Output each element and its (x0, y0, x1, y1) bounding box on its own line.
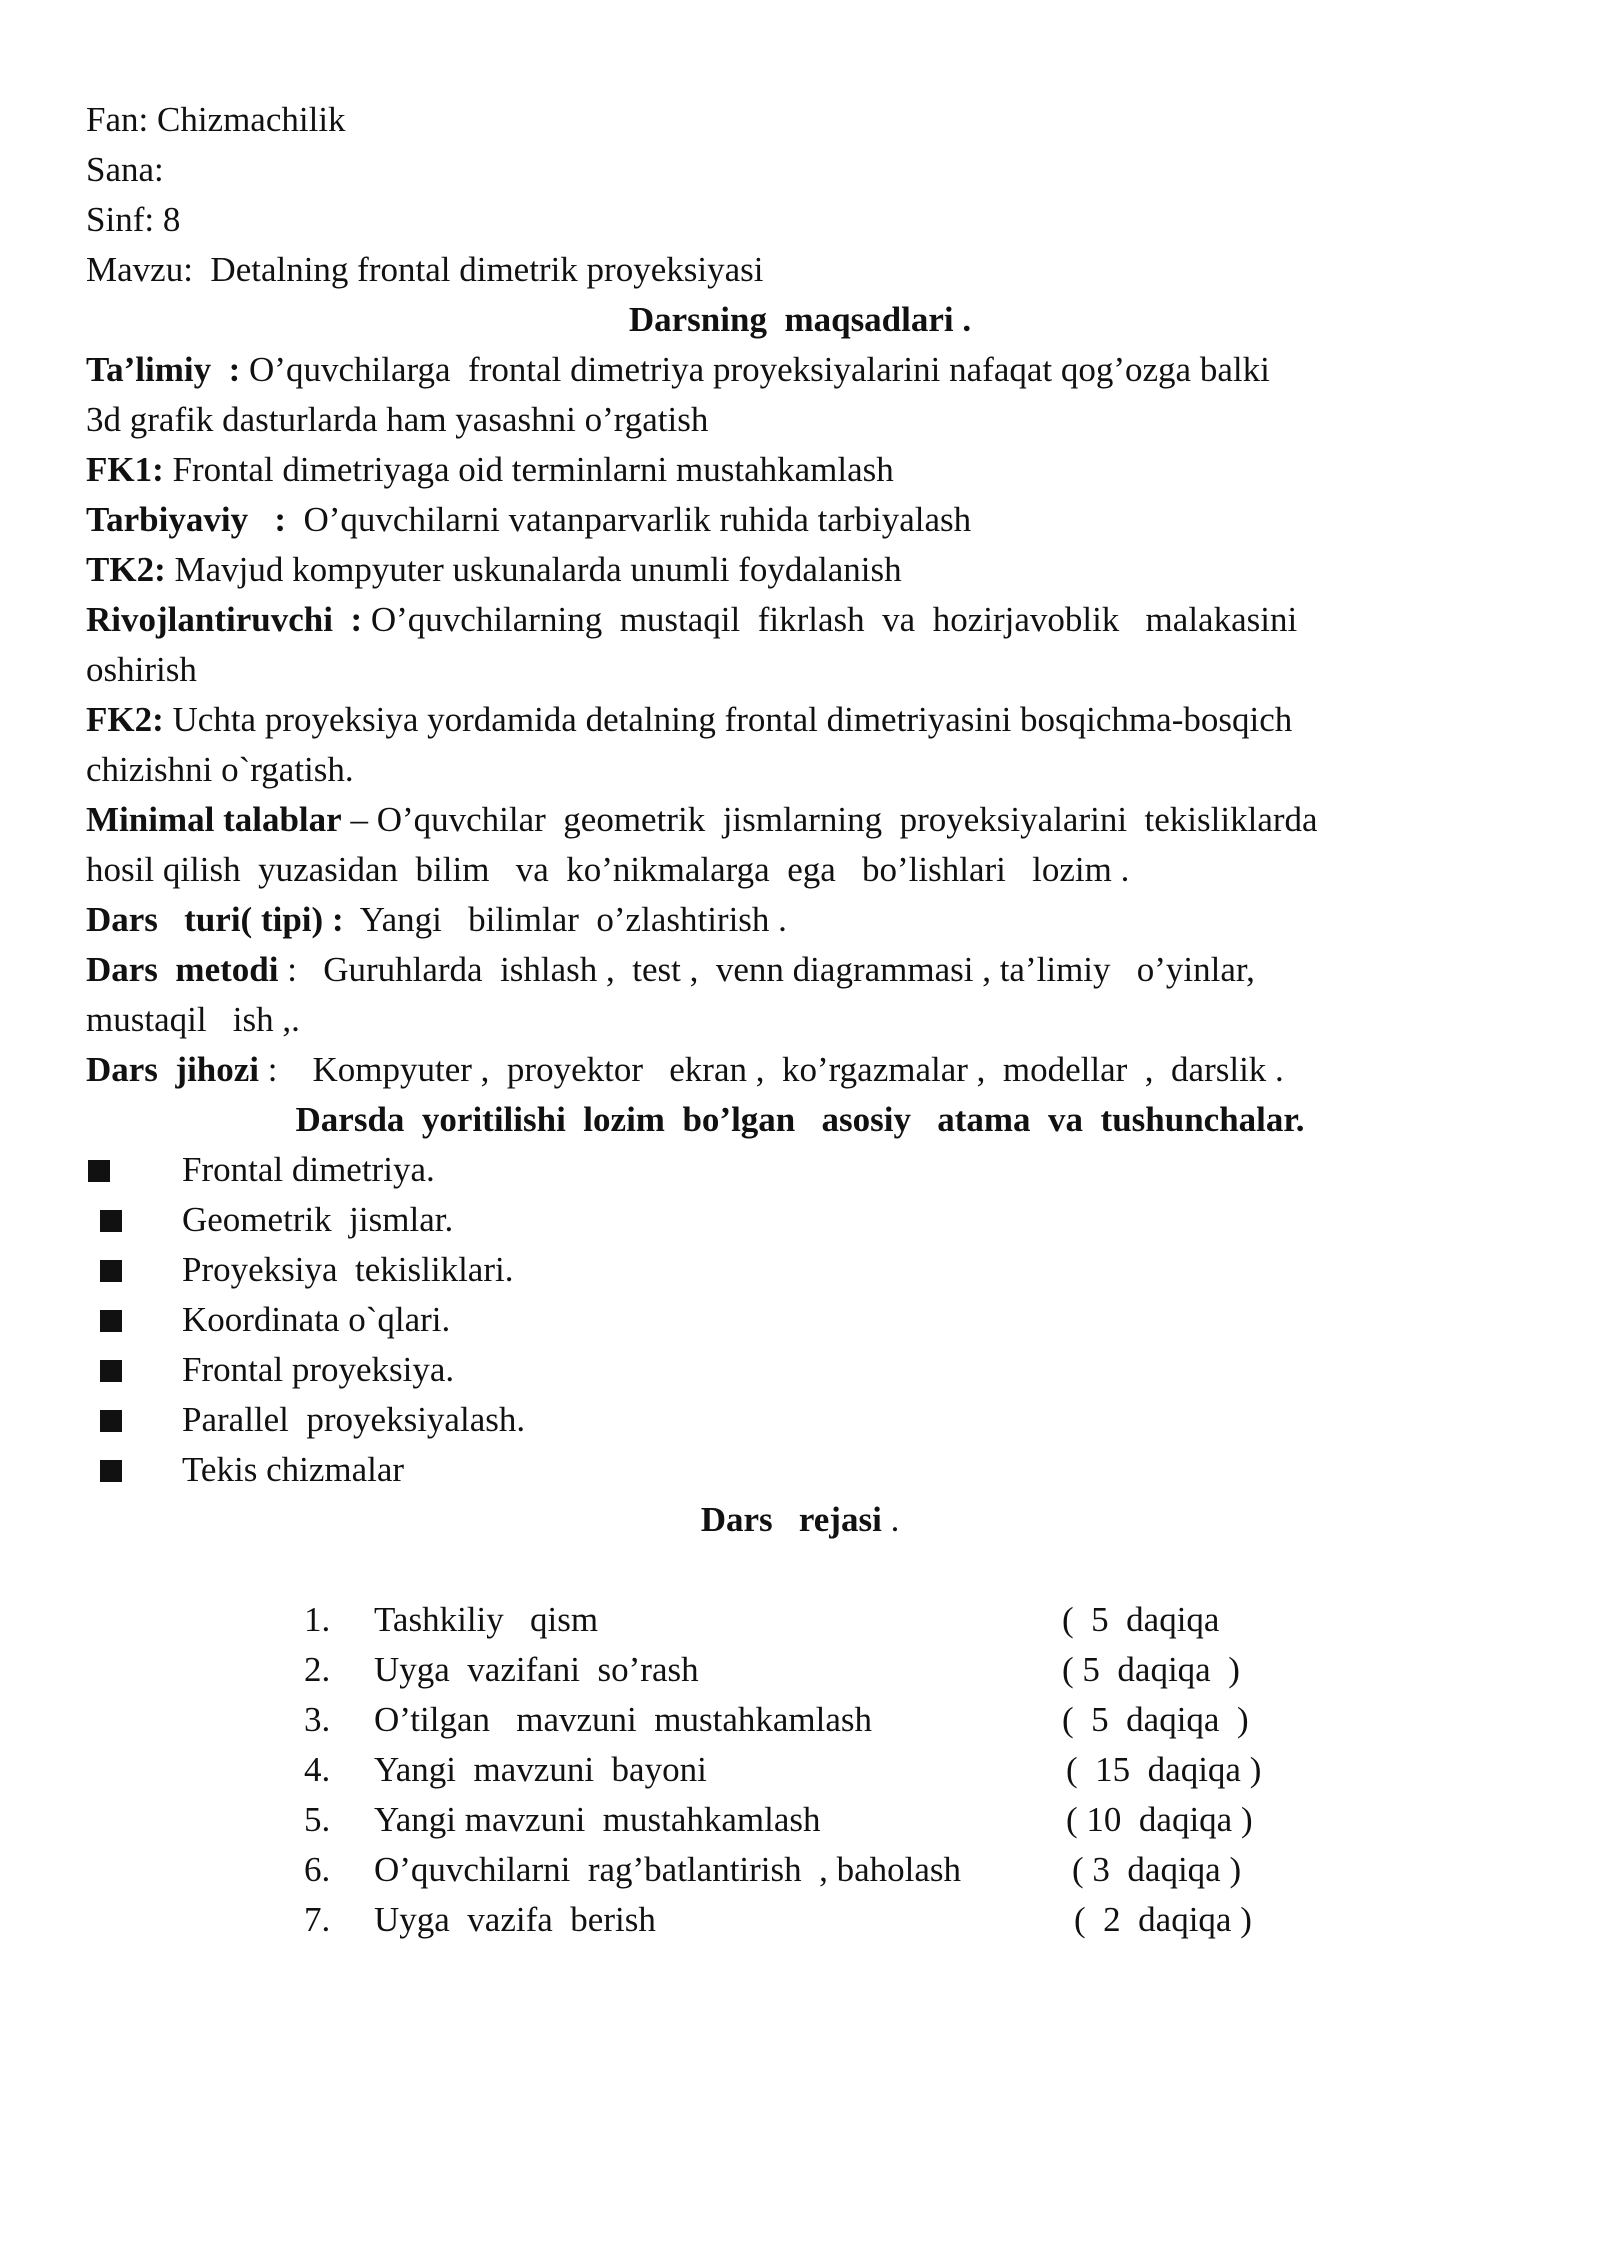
list-item: Parallel proyeksiyalash. (182, 1400, 526, 1439)
lesson-method-cont: mustaqil ish ,. (86, 1000, 300, 1039)
list-item: Koordinata o`qlari. (182, 1300, 451, 1339)
plan-item-number: 6. (304, 1850, 331, 1889)
list-item: Geometrik jismlar. (182, 1200, 454, 1239)
plan-item-text: Tashkiliy qism (374, 1600, 599, 1639)
lesson-equipment-text: : Kompyuter , proyektor ekran , ko’rgazmalar , modellar , darslik . (259, 1050, 1284, 1089)
square-bullet-icon (100, 1310, 122, 1332)
plan-item-duration: ( 2 daqiqa ) (1074, 1900, 1252, 1939)
plan-title-text: Dars rejasi (700, 1500, 882, 1539)
lesson-method-text: : Guruhlarda ishlash , test , venn diagrammasi , ta’limiy o’yinlar, (278, 950, 1255, 989)
fk2-text-cont: chizishni o`rgatish. (86, 750, 354, 789)
minimal-label: Minimal talablar (86, 800, 342, 839)
lesson-type-text: Yangi bilimlar o’zlashtirish . (343, 900, 787, 939)
lesson-method-label: Dars metodi (86, 950, 279, 989)
plan-title (0, 1502, 1600, 1537)
lesson-type-label: Dars turi( tipi) : (86, 900, 344, 939)
subject-line: Fan: Chizmachilik (86, 100, 346, 139)
list-item: Proyeksiya tekisliklari. (182, 1250, 514, 1289)
tk2-text: Mavjud kompyuter uskunalarda unumli foydalanish (165, 550, 902, 589)
goals-title: Darsning maqsadlari . (628, 300, 972, 339)
fk2-text: Uchta proyeksiya yordamida detalning frontal dimetriyasini bosqichma-bosqich (163, 700, 1293, 739)
lesson-type (86, 902, 787, 937)
plan-item-text: Yangi mavzuni mustahkamlash (374, 1800, 821, 1839)
topic-line: Mavzu: Detalning frontal dimetrik proyeksiyasi (86, 250, 764, 289)
plan-item-number: 4. (304, 1750, 331, 1789)
square-bullet-icon (100, 1260, 122, 1282)
plan-item-text: Uyga vazifani so’rash (374, 1650, 699, 1689)
talimiy-text-cont: 3d grafik dasturlarda ham yasashni o’rgatish (86, 400, 709, 439)
plan-item-number: 7. (304, 1900, 331, 1939)
square-bullet-icon (100, 1360, 122, 1382)
plan-item-duration: ( 5 daqiqa ) (1062, 1700, 1249, 1739)
fk1-text: Frontal dimetriyaga oid terminlarni mustahkamlash (163, 450, 894, 489)
lesson-method (86, 952, 1255, 987)
fk1-line (86, 452, 894, 487)
tk2-line (86, 552, 902, 587)
square-bullet-icon (88, 1160, 110, 1182)
plan-item-duration: ( 15 daqiqa ) (1066, 1750, 1262, 1789)
rivoj-text-cont: oshirish (86, 650, 197, 689)
square-bullet-icon (100, 1460, 122, 1482)
minimal-text-cont: hosil qilish yuzasidan bilim va ko’nikmalarga ega bo’lishlari lozim . (86, 850, 1130, 889)
rivoj-label: Rivojlantiruvchi : (86, 600, 363, 639)
fk2-label: FK2: (86, 700, 164, 739)
minimal-requirements (86, 802, 1318, 837)
lesson-equipment-label: Dars jihozi (86, 1050, 260, 1089)
terms-title: Darsda yoritilishi lozim bo’lgan asosiy atama va tushunchalar. (295, 1100, 1305, 1139)
plan-item-text: O’tilgan mavzuni mustahkamlash (374, 1700, 873, 1739)
rivoj-text: O’quvchilarning mustaqil fikrlash va hozirjavoblik malakasini (362, 600, 1298, 639)
talimiy-text: O’quvchilarga frontal dimetriya proyeksiyalarini nafaqat qog’ozga balki (240, 350, 1270, 389)
square-bullet-icon (100, 1210, 122, 1232)
fk2-line (86, 702, 1292, 737)
tk2-label: TK2: (86, 550, 166, 589)
plan-item-text: Uyga vazifa berish (374, 1900, 656, 1939)
date-line: Sana: (86, 150, 164, 189)
tarbiyaviy-text: O’quvchilarni vatanparvarlik ruhida tarbiyalash (286, 500, 972, 539)
rivoj-goal (86, 602, 1297, 637)
plan-item-text: O’quvchilarni rag’batlantirish , baholash (374, 1850, 962, 1889)
plan-item-duration: ( 3 daqiqa ) (1072, 1850, 1242, 1889)
plan-item-duration: ( 10 daqiqa ) (1066, 1800, 1253, 1839)
minimal-text: – O’quvchilar geometrik jismlarning proyeksiyalarini tekisliklarda (341, 800, 1318, 839)
plan-item-number: 1. (304, 1600, 331, 1639)
plan-item-duration: ( 5 daqiqa (1062, 1600, 1220, 1639)
list-item: Frontal dimetriya. (182, 1150, 435, 1189)
talimiy-label: Ta’limiy : (86, 350, 241, 389)
lesson-equipment (86, 1052, 1284, 1087)
fk1-label: FK1: (86, 450, 164, 489)
plan-item-number: 5. (304, 1800, 331, 1839)
list-item: Frontal proyeksiya. (182, 1350, 455, 1389)
list-item: Tekis chizmalar (182, 1450, 405, 1489)
grade-line: Sinf: 8 (86, 200, 181, 239)
plan-item-text: Yangi mavzuni bayoni (374, 1750, 707, 1789)
plan-title-dot: . (881, 1500, 900, 1539)
talimiy-goal (86, 352, 1270, 387)
tarbiyaviy-label: Tarbiyaviy : (86, 500, 286, 539)
plan-item-duration: ( 5 daqiqa ) (1062, 1650, 1240, 1689)
square-bullet-icon (100, 1410, 122, 1432)
plan-item-number: 2. (304, 1650, 331, 1689)
plan-item-number: 3. (304, 1700, 331, 1739)
tarbiyaviy-goal (86, 502, 971, 537)
